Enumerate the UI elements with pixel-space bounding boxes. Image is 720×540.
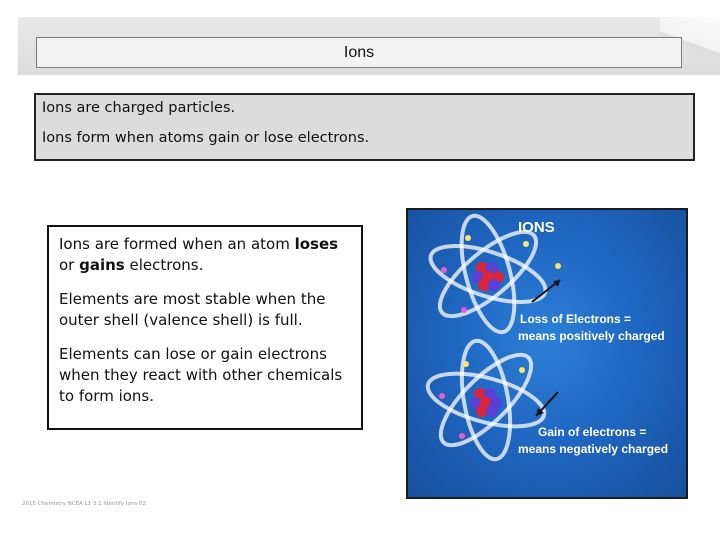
fact-1-bold-gains: gains — [79, 256, 125, 274]
electron — [555, 263, 561, 269]
nucleus — [470, 388, 502, 417]
intro-line-1: Ions are charged particles. — [42, 100, 236, 116]
ions-illustration-svg — [408, 210, 688, 499]
electron — [465, 235, 471, 241]
title-bar — [36, 37, 682, 68]
fact-2: Elements are most stable when the outer shell (valence shell) is full. — [59, 290, 326, 329]
facts-box — [47, 225, 363, 430]
electron — [439, 393, 445, 399]
electron — [519, 367, 525, 373]
loss-label-line-2: means positively charged — [518, 329, 665, 343]
gain-label-line-2: means negatively charged — [518, 442, 669, 456]
electron — [523, 241, 529, 247]
fact-1-text-c: electrons. — [124, 256, 204, 274]
footer-note: 2015 Chemistry NCEA L1 3.1 Identify Ions 02 — [22, 501, 146, 507]
page-title: Ions — [343, 43, 375, 61]
gain-label-line-1: Gain of electrons = — [538, 425, 647, 439]
intro-line-2: Ions form when atoms gain or lose electrons. — [42, 130, 370, 146]
fact-1 — [59, 234, 351, 276]
loss-label-line-1: Loss of Electrons = — [520, 312, 632, 326]
figure-heading: IONS — [518, 219, 555, 236]
fact-3: Elements can lose or gain electrons when they react with other chemicals to form ions. — [59, 345, 343, 405]
electron — [461, 307, 467, 313]
fact-1-text-a: Ions are formed when an atom — [59, 235, 295, 253]
electron — [441, 267, 447, 273]
electron — [463, 361, 469, 367]
intro-box — [34, 93, 695, 161]
electron — [459, 433, 465, 439]
fact-1-bold-loses: loses — [294, 235, 339, 253]
ions-illustration — [406, 208, 688, 499]
nucleus — [472, 262, 504, 291]
fact-1-text-b: or — [59, 256, 80, 274]
